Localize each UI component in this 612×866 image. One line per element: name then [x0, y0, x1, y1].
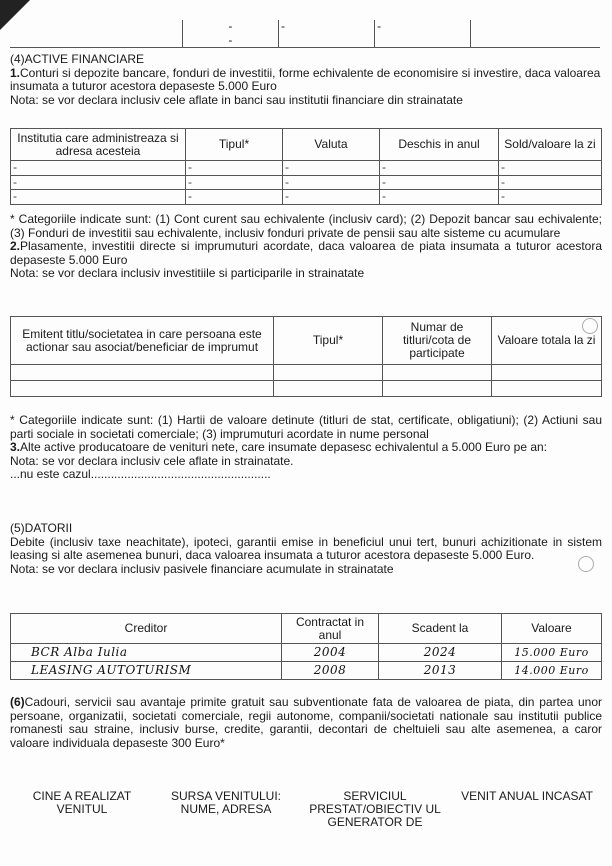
- section-4: [10, 53, 602, 107]
- previous-table-continuation: [10, 20, 600, 48]
- section-title: (5)DATORII: [10, 521, 73, 535]
- table-cell: -: [278, 20, 374, 34]
- column-header: Numar de titluri/cota de participate: [383, 317, 492, 365]
- table-cell: -: [499, 190, 602, 205]
- column-header: SURSA VENITULUI: NUME, ADRESA: [170, 789, 282, 816]
- gifts-table-header: [10, 790, 602, 829]
- note: Nota: se vor declara inclusiv pasivele financiare acumulate in strainatate: [10, 561, 394, 576]
- categories-note-1: [10, 213, 602, 281]
- column-header: Sold/valoare la zi: [499, 129, 602, 161]
- table-cell: -: [283, 190, 380, 205]
- debts-table: [10, 613, 602, 680]
- item-number: 1.: [10, 65, 21, 80]
- table-cell: 2013: [379, 662, 502, 680]
- table-cell: -: [182, 20, 278, 34]
- column-header: Scadent la: [379, 614, 502, 644]
- bank-accounts-table: [10, 128, 602, 205]
- section-5: [10, 522, 602, 576]
- table-cell: 2008: [282, 662, 379, 680]
- section-title: (4)ACTIVE FINANCIARE: [10, 52, 145, 66]
- paragraph: Cadouri, servicii sau avantaje primite gratuit sau subventionate fata de valoarea de piata, din partea unor persoane, organizatii, societati comerciale, regii autonome, companii/societati nationale sau institutii publice romanesti sau straine, inclusiv burse, credite, garantii, decontari de cheltuieli sau alte asemenea, a caror valoare individuala depaseste 300 Euro*: [10, 695, 602, 750]
- answer: ...nu este cazul......................................................: [10, 467, 271, 481]
- table-row: [11, 365, 602, 381]
- table-cell: -: [186, 161, 283, 176]
- column-header: CINE A REALIZAT VENITUL: [32, 789, 132, 816]
- paragraph: Alte active producatoare de venituri nete, care insumate depasesc echivalentul a 5.000 Euro pe an:: [20, 440, 548, 454]
- table-row: [11, 644, 602, 662]
- item-number: 3.: [10, 440, 21, 454]
- table-cell: 2024: [379, 644, 502, 662]
- table-cell: -: [11, 190, 186, 205]
- column-header: Valuta: [283, 129, 380, 161]
- categories-note-2: [10, 414, 602, 482]
- column-header: Creditor: [11, 614, 282, 644]
- column-header: Deschis in anul: [380, 129, 499, 161]
- note: Nota: se vor declara inclusiv cele aflate in strainatate.: [10, 453, 294, 468]
- note: Nota: se vor declara inclusiv cele aflate in banci sau institutii financiare din strainatate: [10, 92, 463, 107]
- table-cell: -: [283, 175, 380, 190]
- note: Nota: se vor declara inclusiv investitiile si participarile in strainatate: [10, 266, 365, 280]
- table-cell: -: [499, 161, 602, 176]
- table-cell: -: [375, 20, 471, 34]
- table-row: [11, 662, 602, 680]
- table-cell: -: [283, 161, 380, 176]
- paragraph: Debite (inclusiv taxe neachitate), ipoteci, garantii emise in beneficiul unui tert, bunuri achizitionate in sistem leasing si alte asemenea bunuri, daca valoarea insumata a tuturor acestora depaseste 5.000 Euro.: [10, 534, 602, 562]
- table-cell: -: [380, 161, 499, 176]
- table-row: [11, 175, 602, 190]
- table-cell: -: [499, 175, 602, 190]
- paragraph: * Categoriile indicate sunt: (1) Hartii de valoare detinute (titluri de stat, certificate, obligatiuni); (2) Actiuni sau parti sociale in societati comerciale; (3) imprumuturi acordate in nume personal: [10, 413, 602, 441]
- table-cell: -: [182, 34, 278, 48]
- table-row: [11, 161, 602, 176]
- column-header: Emitent titlu/societatea in care persoana este actionar sau asociat/beneficiar de imprumut: [11, 317, 274, 365]
- column-header: Valoare totala la zi: [492, 317, 602, 365]
- column-header: Tipul*: [186, 129, 283, 161]
- paragraph: Plasamente, investitii directe si imprumuturi acordate, daca valoarea de piata insumata a tuturor acestora depaseste 5.000 Euro: [10, 239, 602, 267]
- table-row: [11, 381, 602, 397]
- column-header: SERVICIUL PRESTAT/OBIECTIV UL GENERATOR DE: [309, 789, 441, 829]
- table-cell: 15.000 Euro: [502, 644, 602, 662]
- paragraph: * Categoriile indicate sunt: (1) Cont curent sau echivalente (inclusiv card); (2) Depozit bancar sau echivalente; (3) Fonduri de investitii sau echivalente, inclusiv fonduri private de pensii sau alte sisteme cu acumulare: [10, 212, 602, 240]
- table-cell: -: [11, 161, 186, 176]
- paragraph: Conturi si depozite bancare, fonduri de investitii, forme echivalente de economisire si investire, daca valoarea insumata a tuturor acestora depaseste 5.000 Euro: [10, 65, 601, 93]
- column-header: Valoare: [502, 614, 602, 644]
- table-cell: 2004: [282, 644, 379, 662]
- table-cell: -: [186, 175, 283, 190]
- table-cell: -: [186, 190, 283, 205]
- creditor-cell: BCR Alba Iulia: [11, 644, 282, 662]
- column-header: VENIT ANUAL INCASAT: [461, 789, 593, 803]
- item-number: 2.: [10, 239, 21, 253]
- column-header: Institutia care administreaza si adresa acesteia: [11, 129, 186, 161]
- creditor-cell: LEASING AUTOTURISM: [11, 662, 282, 680]
- table-cell: -: [11, 175, 186, 190]
- item-number: (6): [10, 695, 25, 709]
- table-cell: 14.000 Euro: [502, 662, 602, 680]
- table-cell: -: [380, 175, 499, 190]
- investments-table: [10, 316, 602, 397]
- column-header: Contractat in anul: [282, 614, 379, 644]
- column-header: Tipul*: [274, 317, 383, 365]
- table-cell: -: [380, 190, 499, 205]
- table-row: [11, 190, 602, 205]
- section-6: [10, 696, 602, 750]
